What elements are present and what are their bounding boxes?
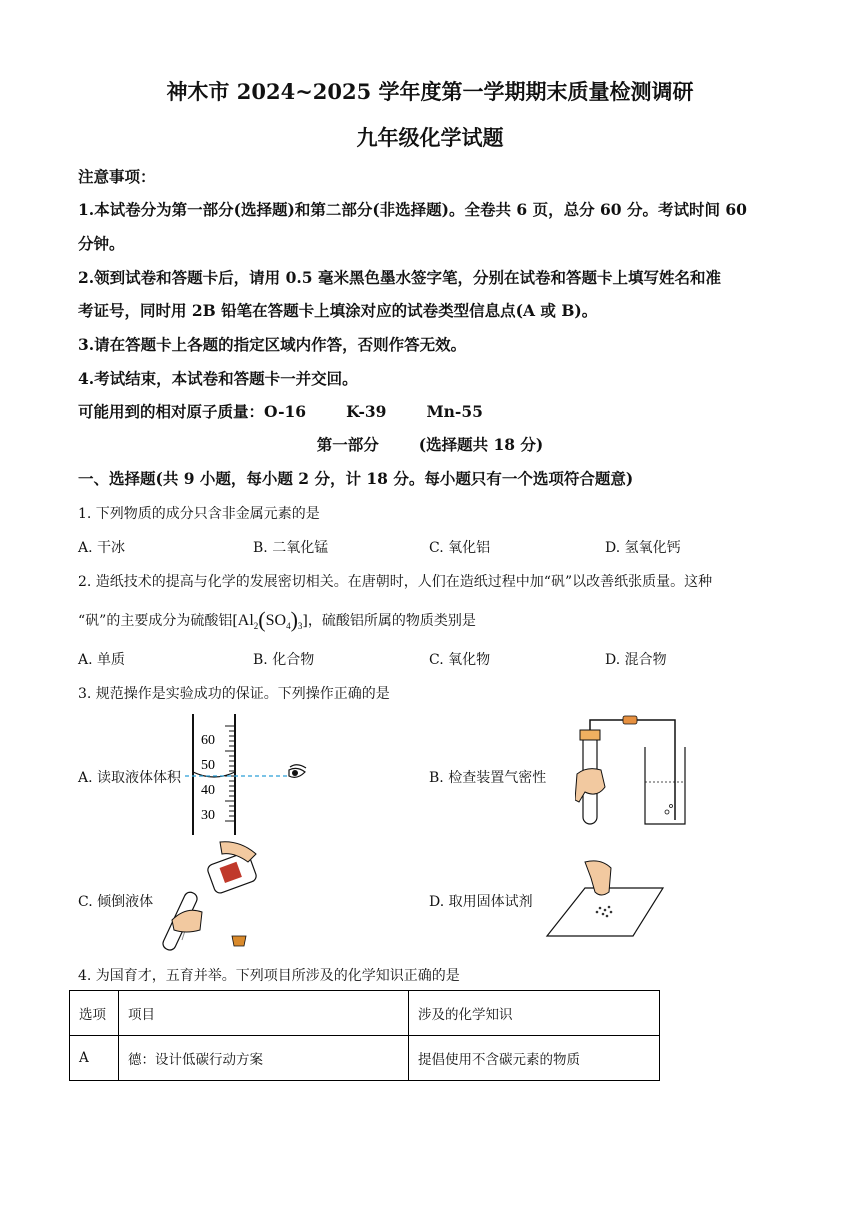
q1-option-d: D. 氢氧化钙	[605, 540, 681, 556]
table-cell: A	[70, 1036, 119, 1081]
scale-label-30: 30	[201, 808, 215, 823]
table-header-row	[70, 991, 660, 1036]
q1-stem: 1. 下列物质的成分只含非金属元素的是	[78, 506, 320, 522]
formula-al2so43: $Al_2(SO_4)_3$	[237, 607, 303, 632]
exam-title: 神木市 2024~2025 学年度第一学期期末质量检测调研	[166, 79, 694, 104]
part1-heading	[0, 433, 860, 455]
q3-stem: 3. 规范操作是实验成功的保证。下列操作正确的是	[78, 686, 390, 702]
notice-item-1a: 1.本试卷分为第一部分(选择题)和第二部分(非选择题)。全卷共 6 页，总分 60 分。考试时间 60	[78, 200, 747, 219]
q2-option-c: C. 氧化物	[429, 652, 491, 668]
notice-item-4: 4.考试结束，本试卷和答题卡一并交回。	[78, 369, 358, 388]
table-header-cell: 选项	[70, 991, 119, 1036]
q3-option-a: A. 读取液体体积	[78, 770, 182, 786]
scale-label-50: 50	[201, 758, 215, 773]
scale-label-60: 60	[201, 733, 215, 748]
q4-stem: 4. 为国育才，五育并举。下列项目所涉及的化学知识正确的是	[78, 968, 460, 984]
airtightness-apparatus-figure	[575, 712, 695, 830]
notice-item-2a: 2.领到试卷和答题卡后，请用 0.5 毫米黑色墨水签字笔，分别在试卷和答题卡上填写姓名和准	[78, 268, 721, 287]
q3-option-d: D. 取用固体试剂	[429, 894, 533, 910]
formula-sub-2: 2	[253, 621, 259, 631]
notice-item-2b: 考证号，同时用 2B 铅笔在答题卡上填涂对应的试卷类型信息点(A 或 B)。	[78, 301, 598, 320]
section-heading: 一、选择题(共 9 小题，每小题 2 分，计 18 分。每小题只有一个选项符合题意)	[78, 469, 634, 488]
q4-table	[69, 990, 660, 1081]
q2-stem-text: “矾”的主要成分为硫酸铝[	[78, 613, 238, 629]
part1-label: 第一部分	[316, 435, 379, 454]
graduated-cylinder-figure	[185, 712, 320, 837]
atomic-mass-label: 可能用到的相对原子质量：	[78, 402, 265, 421]
q3-option-c: C. 倾倒液体	[78, 894, 154, 910]
eye-icon	[289, 765, 306, 778]
table-cell: 提倡使用不含碳元素的物质	[409, 1036, 660, 1081]
q2-stem-1: 2. 造纸技术的提高与化学的发展密切相关。在唐朝时，人们在造纸过程中加“矾”以改善纸张质量。这种	[78, 574, 713, 590]
formula-sub-3: 3	[297, 621, 303, 631]
scale-label-40: 40	[201, 783, 215, 798]
notice-item-1b: 分钟。	[78, 234, 125, 253]
q2-option-a: A. 单质	[78, 652, 126, 668]
q2-option-d: D. 混合物	[605, 652, 667, 668]
pouring-liquid-figure	[160, 840, 270, 958]
q1-option-b: B. 二氧化锰	[253, 540, 329, 556]
atomic-mass-line	[78, 400, 483, 422]
formula-so: SO	[265, 612, 287, 629]
q2-option-b: B. 化合物	[253, 652, 315, 668]
table-cell: 德：设计低碳行动方案	[119, 1036, 409, 1081]
mass-o: O-16	[264, 402, 307, 421]
mass-mn: Mn-55	[426, 402, 483, 421]
q1-option-a: A. 干冰	[78, 540, 126, 556]
q3-option-b: B. 检查装置气密性	[429, 770, 547, 786]
part1-score: (选择题共 18 分)	[418, 435, 544, 454]
table-header-cell: 涉及的化学知识	[409, 991, 660, 1036]
notice-heading: 注意事项：	[78, 167, 156, 186]
q2-stem-2	[78, 605, 476, 631]
table-row	[70, 1036, 660, 1081]
notice-item-3: 3.请在答题卡上各题的指定区域内作答，否则作答无效。	[78, 335, 467, 354]
mass-k: K-39	[346, 402, 387, 421]
table-header-cell: 项目	[119, 991, 409, 1036]
exam-subtitle: 九年级化学试题	[356, 125, 504, 150]
q1-option-c: C. 氧化铝	[429, 540, 491, 556]
q2-stem-text-2: ]，硫酸铝所属的物质类别是	[302, 613, 476, 629]
formula-al: Al	[237, 612, 254, 629]
solid-reagent-figure	[545, 858, 665, 940]
formula-sub-4: 4	[286, 621, 291, 631]
